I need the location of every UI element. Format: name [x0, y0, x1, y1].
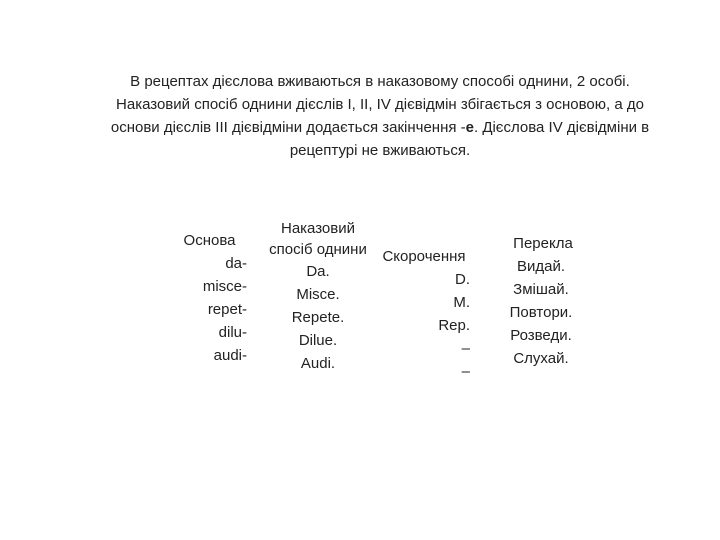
- intro-line-3: [60, 116, 700, 139]
- intro-line-4: рецептурі не вживаються.: [289, 142, 471, 159]
- imperative-cell: Misce.: [296, 286, 340, 303]
- translation-cell: Видай.: [516, 258, 566, 275]
- ending-e: е: [465, 119, 474, 136]
- base-cell: misce-: [202, 278, 247, 295]
- header-abbreviation: Скорочення: [382, 248, 466, 265]
- translation-cell: Розведи.: [510, 327, 572, 344]
- intro-line-3-end: . Дієслова ІV дієвідміни в: [473, 119, 650, 136]
- column-base: [172, 229, 247, 367]
- base-cell: repet-: [207, 301, 247, 318]
- header-base: Основа: [183, 232, 236, 249]
- intro-line-1: В рецептах дієслова вживаються в наказовому способі однини, 2 особі.: [130, 73, 630, 90]
- abbreviation-cell: –: [461, 363, 470, 380]
- translation-cell: Слухай.: [513, 350, 569, 367]
- base-cell: dilu-: [218, 324, 247, 341]
- column-abbreviation: [378, 245, 470, 383]
- abbreviation-cell: –: [461, 340, 470, 357]
- imperative-cell: Dilue.: [298, 332, 338, 349]
- abbreviation-cell: Rep.: [438, 317, 470, 334]
- translation-cell: Повтори.: [509, 304, 573, 321]
- intro-paragraph: [60, 70, 700, 162]
- imperative-cell: Repete.: [291, 309, 345, 326]
- base-cell: audi-: [213, 347, 247, 364]
- header-imperative-line-1: Наказовий: [280, 220, 356, 237]
- abbreviation-cell: M.: [453, 294, 470, 311]
- translation-cell: Змішай.: [513, 281, 569, 298]
- abbreviation-cell: D.: [455, 271, 470, 288]
- imperative-cell: Audi.: [300, 355, 336, 372]
- column-imperative: [258, 218, 378, 375]
- header-translation: Перекла: [513, 235, 573, 252]
- imperative-cell: Da.: [306, 263, 330, 280]
- column-translation: [496, 232, 586, 370]
- base-cell: da-: [225, 255, 247, 272]
- intro-line-3-start: основи дієслів ІІІ дієвідміни додається закінчення -: [110, 119, 466, 136]
- intro-line-2: Наказовий спосіб однини дієслів І, ІІ, ІV дієвідмін збігається з основою, а до: [116, 96, 644, 113]
- header-imperative-line-2: спосіб однини: [269, 241, 367, 258]
